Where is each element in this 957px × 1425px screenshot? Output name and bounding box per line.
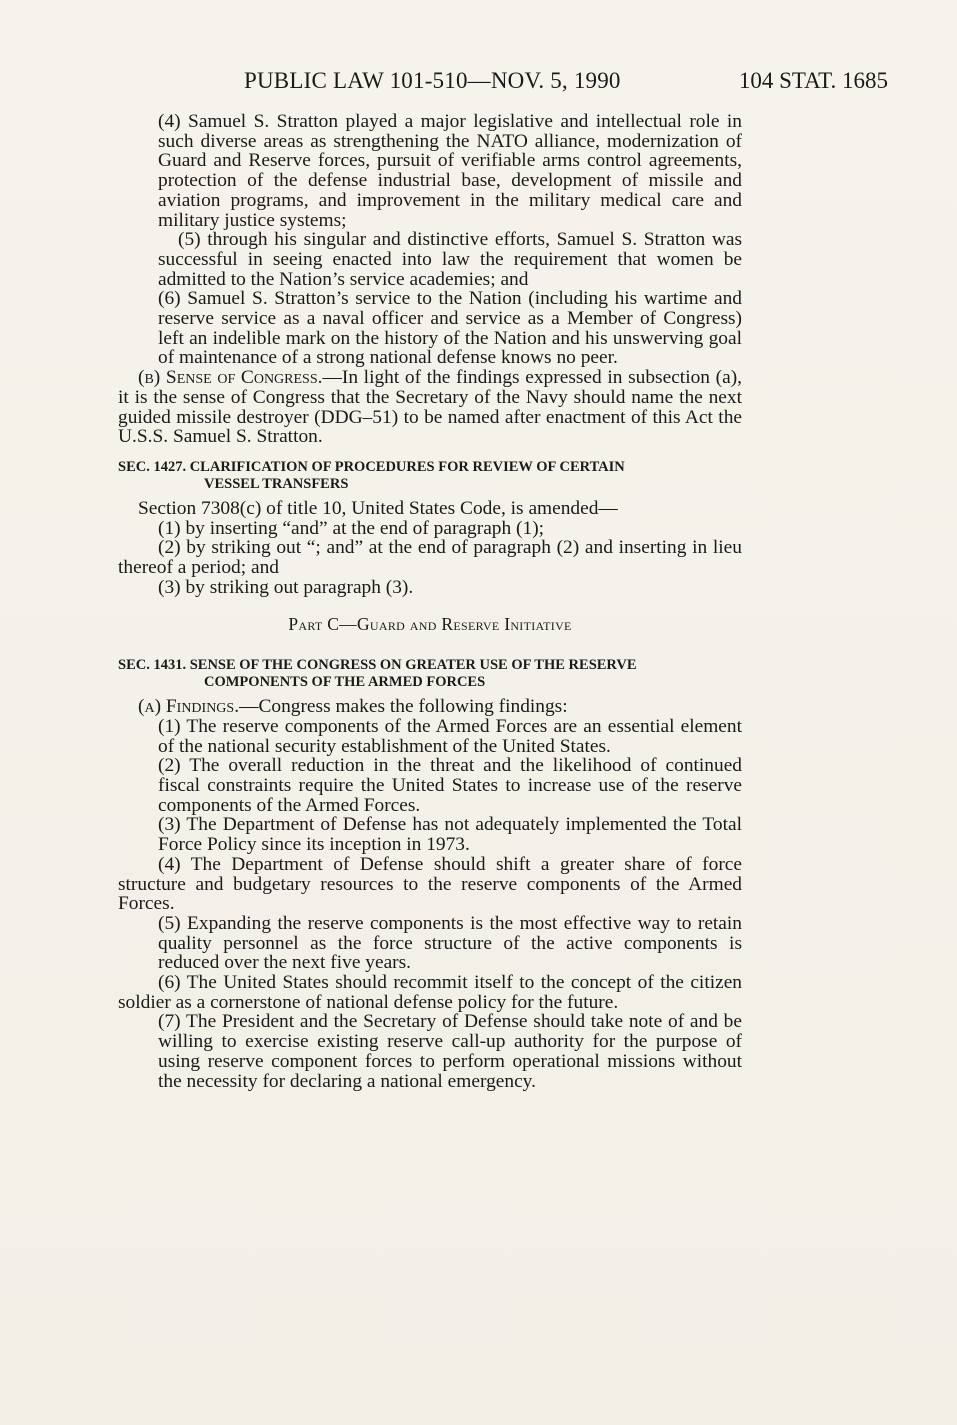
page-header [158,68,888,102]
amendment-3: (3) by striking out paragraph (3). [158,576,414,598]
document-body [118,112,742,1091]
amendment-2: (2) by striking out “; and” at the end of paragraph (2) and inserting in lieu thereof a period; and [118,537,742,579]
finding-1: (1) The reserve components of the Armed Forces are an essential element of the national security establishment of the United States. [158,715,742,757]
section-1431-heading-line-1: SEC. 1431. SENSE OF THE CONGRESS ON GREATER USE OF THE RESERVE [118,657,637,674]
subsection-a [118,697,742,717]
section-1427-heading-line-2: VESSEL TRANSFERS [204,475,349,492]
subsection-a-heading: (a) Findings. [138,696,240,718]
paragraph-5-text: (5) through his singular and distinctive efforts, Samuel S. Stratton was successful in seeing enacted into law the requirement that women be admitted to the Nation’s service academies; and [158,229,742,290]
paragraph-6: (6) Samuel S. Stratton’s service to the Nation (including his wartime and reserve service as a naval officer and service as a Member of Congress) left an indelible mark on the history of the Nation and his unswerving goal of maintenance of a strong national defense knows no peer. [158,288,742,369]
running-title: PUBLIC LAW 101-510—NOV. 5, 1990 [244,68,621,93]
subsection-a-text: —Congress makes the following findings: [239,696,568,718]
section-1431-heading [118,657,742,691]
subsection-b-text: —In light of the findings expressed in subsection (a), it is the sense of Congress that the Secretary of the Navy should name the next guided missile destroyer (DDG–51) to be named after enactment of this Act the U.S.S. Samuel S. Stratton. [118,367,742,448]
finding-5: (5) Expanding the reserve components is the most effective way to retain quality personnel as the force structure of the active components is reduced over the next five years. [158,912,742,974]
finding-4: (4) The Department of Defense should shift a greater share of force structure and budgetary resources to the reserve components of the Armed Forces. [118,853,742,915]
subsection-b-heading: (b) Sense of Congress. [138,367,323,389]
amendment-1: (1) by inserting “and” at the end of paragraph (1); [158,517,545,539]
finding-6: (6) The United States should recommit itself to the concept of the citizen soldier as a cornerstone of national defense policy for the future. [118,972,742,1013]
subsection-b [118,368,742,447]
section-1427-heading-line-1: SEC. 1427. CLARIFICATION OF PROCEDURES FOR REVIEW OF CERTAIN [118,458,625,475]
paragraph-5 [118,230,742,289]
finding-3: (3) The Department of Defense has not adequately implemented the Total Force Policy since its inception in 1973. [158,814,742,856]
finding-2: (2) The overall reduction in the threat and the likelihood of continued fiscal constraints require the United States to increase use of the reserve components of the Armed Forces. [158,755,742,816]
section-1427-heading [118,459,742,493]
statute-page-number: 104 STAT. 1685 [738,68,888,93]
paragraph-4: (4) Samuel S. Stratton played a major legislative and intellectual role in such diverse areas as strengthening the NATO alliance, modernization of Guard and Reserve forces, pursuit of verifiable arms control agreements, protection of the defense industrial base, development of missile and aviation programs, and improvement in the military medical care and military justice systems; [158,111,742,231]
section-1431-heading-line-2: COMPONENTS OF THE ARMED FORCES [204,674,486,691]
part-c-heading: Part C—Guard and Reserve Initiative [288,614,572,635]
finding-7: (7) The President and the Secretary of Defense should take note of and be willing to exercise existing reserve call-up authority for the purpose of using reserve component forces to perform operational missions without the necessity for declaring a national emergency. [158,1011,742,1092]
section-7308-intro: Section 7308(c) of title 10, United States Code, is amended— [138,497,618,519]
